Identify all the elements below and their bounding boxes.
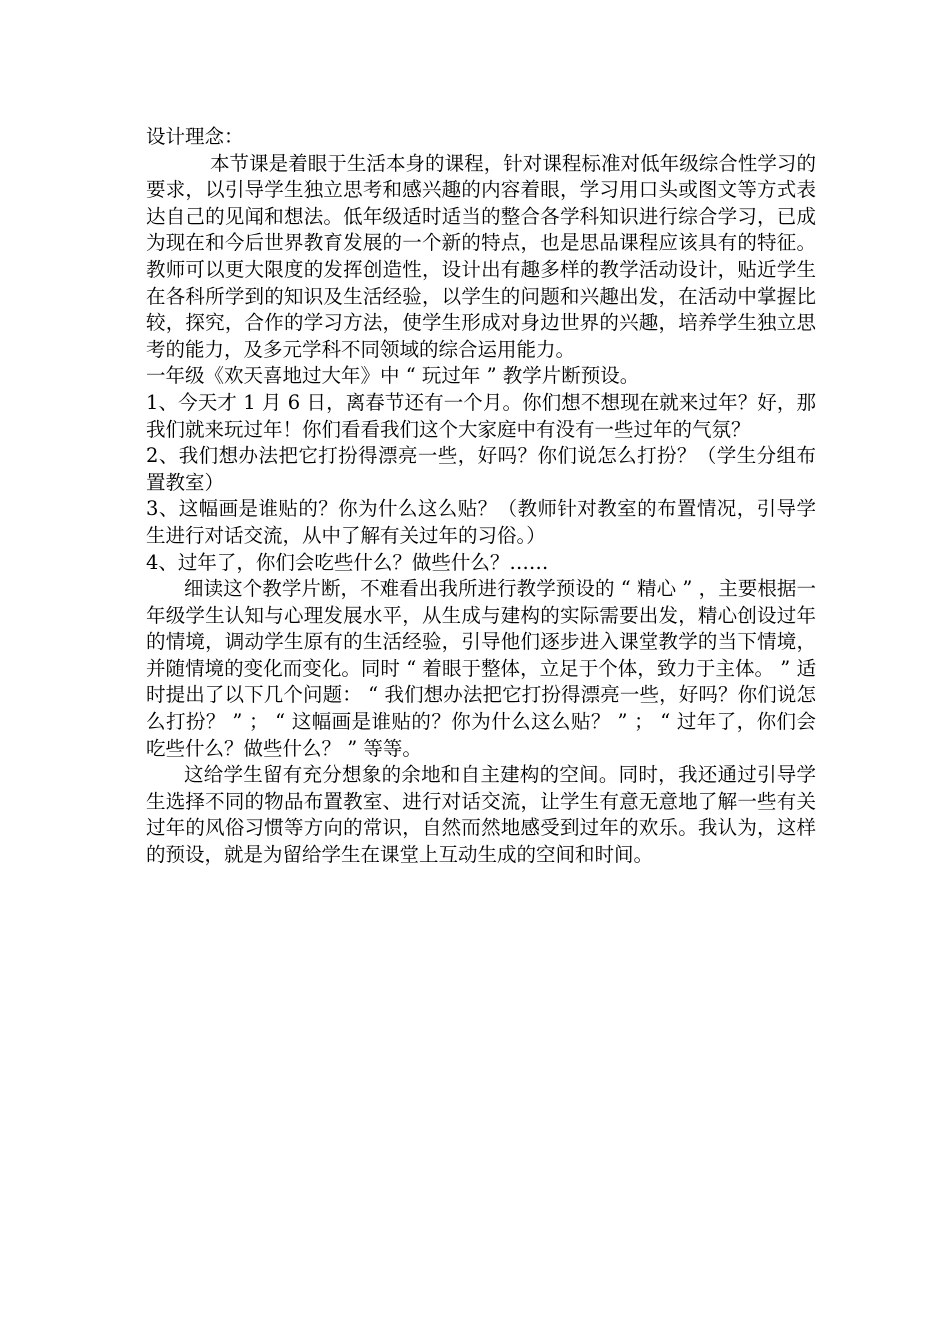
- paragraph-step-2: 2、我们想办法把它打扮得漂亮一些，好吗？你们说怎么打扮？（学生分组布置教室）: [146, 444, 816, 494]
- paragraph-step-1: 1、今天才 1 月 6 日，离春节还有一个月。你们想不想现在就来过年？好，那我们就来玩过年！你们看看我们这个大家庭中有没有一些过年的气氛？: [146, 390, 816, 441]
- document-body: [146, 124, 816, 869]
- paragraph-lesson-title: 一年级《欢天喜地过大年》中 “ 玩过年 ” 教学片断预设。: [146, 364, 640, 388]
- paragraph-conclusion: 这给学生留有充分想象的余地和自主建构的空间。同时，我还通过引导学生选择不同的物品布置教室、进行对话交流，让学生有意无意地了解一些有关过年的风俗习惯等方向的常识，自然而然地感受到过年的欢乐。我认为，这样的预设，就是为留给学生在课堂上互动生成的空间和时间。: [146, 763, 816, 867]
- paragraph-step-4: 4、过年了，你们会吃些什么？做些什么？……: [146, 550, 549, 574]
- paragraph-step-3: 3、这幅画是谁贴的？你为什么这么贴？（教师针对教室的布置情况，引导学生进行对话交流，从中了解有关过年的习俗。）: [146, 497, 816, 547]
- paragraph-design-concept: 本节课是着眼于生活本身的课程，针对课程标准对低年级综合性学习的要求，以引导学生独立思考和感兴趣的内容着眼，学习用口头或图文等方式表达自己的见闻和想法。低年级适时适当的整合各学科知识进行综合学习，已成为现在和今后世界教育发展的一个新的特点，也是思品课程应该具有的特征。教师可以更大限度的发挥创造性，设计出有趣多样的教学活动设计，贴近学生在各科所学到的知识及生活经验，以学生的问题和兴趣出发，在活动中掌握比较，探究，合作的学习方法，使学生形成对身边世界的兴趣，培养学生独立思考的能力，及多元学科不同领域的综合运用能力。: [146, 151, 816, 361]
- section-heading: 设计理念：: [146, 125, 244, 148]
- paragraph-analysis: 细读这个教学片断，不难看出我所进行教学预设的 “ 精心 ” ，主要根据一年级学生认知与心理发展水平，从生成与建构的实际需要出发，精心创设过年的情境，调动学生原有的生活经验，引导他们逐步进入课堂教学的当下情境，并随情境的变化而变化。同时 “ 着眼于整体，立足于个体，致力于主体。 ” 适时提出了以下几个问题： “ 我们想办法把它打扮得漂亮一些，好吗？你们说怎么打扮？ ” ； “ 这幅画是谁贴的？你为什么这么贴？ ” ； “ 过年了，你们会吃些什么？做些什么？ ” 等等。: [146, 577, 816, 760]
